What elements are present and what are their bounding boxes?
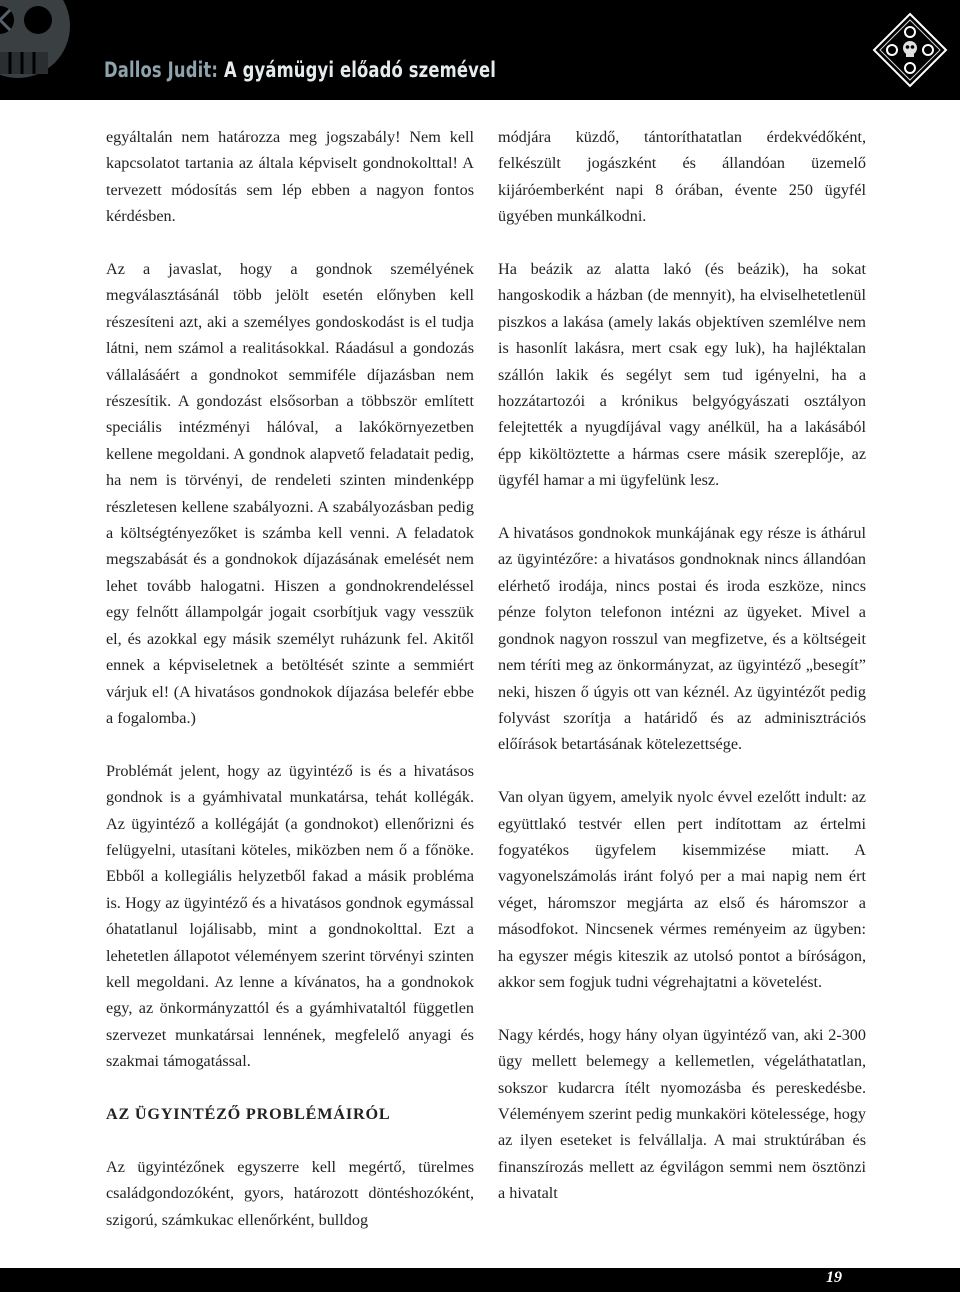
left-column	[106, 124, 474, 1233]
paragraph: Problémát jelent, hogy az ügyintéző is és a hivatásos gondnok is a gyámhivatal munkatársa, tehát kollégák. Az ügyintéző a kollégáját (a gondnokot) ellenőrizni és felügyelni, utasítani köteles, miközben nem ő a főnöke. Ebből a kollegiális helyzetből fakad a másik probléma is. Hogy az ügyintéző és a hivatásos gondnok egymással óhatatlanul lojálisabb, mint a gondnokolttal. Ezt a lehetetlen állapotot véleményem szerint törvényi szinten kell megoldani. Az lenne a kívánatos, ha a gondnokok egy, az önkormányzattól és a gyámhivataltól független szervezet munkatársai lennének, megfelelő anyagi és szakmai támogatással.	[106, 761, 474, 1071]
paragraph: Van olyan ügyem, amelyik nyolc évvel ezelőtt indult: az együttlakó testvér ellen pert indítottam az értelmi fogyatékos ügyfelem kisemmizése miatt. A vagyonelszámolás iránt folyó per a mai napig nem ért véget, háromszor megjárta az első és háromszor a másodfokot. Nincsenek vérmes reményeim az ügyben: ha egyszer mégis kiteszik az utolsó pontot a bíróságon, akkor sem fogjuk tudni végrehajtatni a követelést.	[498, 788, 866, 991]
header-bar	[0, 0, 960, 100]
paragraph: Ha beázik az alatta lakó (és beázik), ha sokat hangoskodik a házban (de mennyit), ha elviselhetetlenül piszkos a lakása (amely lakás objektíven szemlélve nem is hasonlít lakásra, mert csak egy luk), ha hajléktalan szállón lakik és segélyt sem tud igényelni, ha a hozzátartozói a krónikus belgyógyászati osztályon felejtették a nyugdíjával vagy anélkül, ha a lakásából épp kiköltöztette a hármas csere másik szereplője, az ügyfél hamar a mi ügyfelünk lesz.	[498, 260, 866, 490]
paragraph: Az ügyintézőnek egyszerre kell megértő, türelmes családgondozóként, gyors, határozott döntéshozóként, szigorú, számkukac ellenőrként, bulldog	[106, 1157, 474, 1229]
header-author: Dallos Judit	[104, 58, 212, 82]
skull-decoration-icon	[0, 0, 90, 90]
paragraph: egyáltalán nem határozza meg jogszabály! Nem kell kapcsolatot tartania az általa képviselt gondnokolttal! A tervezett módosítás sem lép ebben a nagyon fontos kérdésben.	[106, 128, 474, 226]
header-title: A gyámügyi előadó szemével	[223, 58, 496, 82]
paragraph: Nagy kérdés, hogy hány olyan ügyintéző van, aki 2-300 ügy mellett belemegy a kellemetlen, végeláthatatlan, sokszor kudarcra ítélt nyomozásba és pereskedésbe. Véleményem szerint pedig munkaköri kötelessége, hogy az ilyen eseteket is felvállalja. A mai struktúrában és finanszírozás mellett az égvilágon semmi nem ösztönzi a hivatalt	[498, 1025, 866, 1203]
running-header	[104, 58, 496, 82]
footer-bar	[0, 1268, 960, 1292]
paragraph: módjára küzdő, tántoríthatatlan érdekvédőként, felkészült jogászként és állandóan üzemelő kijáróemberként napi 8 órában, évente 250 ügyfél ügyében munkálkodni.	[498, 128, 866, 226]
section-heading: AZ ÜGYINTÉZŐ PROBLÉMÁIRÓL	[106, 1104, 391, 1123]
paragraph: Az a javaslat, hogy a gondnok személyének megválasztásánál több jelölt esetén előnyben kell részesíteni azt, aki a személyes gondoskodást is el tudja látni, nem számol a realitásokkal. Ráadásul a gondozás vállalásáért a gondnokot semmiféle díjazásban nem részesítik. A gondozást elsősorban a többször említett speciális intézményi hálóval, a lakókörnyezetben kellene megoldani. A gondnok alapvető feladatait pedig, ha nem is törvényi, de rendeleti szinten mindenképp részletesen kellene szabályozni. A szabályozásban pedig a költségtényezőket is számba kell venni. A feladatok megszabását és a gondnokok díjazásának emelését nem lehet tovább halogatni. Hiszen a gondnokrendeléssel egy felnőtt állampolgár jogait csorbítjuk vagy vesszük el, és azokkal egy másik személyt ruházunk fel. Akitől ennek a képviseletnek a betöltését szinte a semmiért várjuk el! (A hivatásos gondnokok díjazása belefér ebbe a fogalomba.)	[106, 260, 474, 727]
header-separator: :	[211, 58, 219, 82]
paragraph: A hivatásos gondnokok munkájának egy része is áthárul az ügyintézőre: a hivatásos gondnoknak nincs állandóan elérhető irodája, nincs postai és iroda eszköze, nincs pénze folyton telefonon intézni az ügyeket. Mivel a gondnok nagyon rosszul van megfizetve, és a költségeit nem téríti meg az önkormányzat, az ügyintéző „besegít” neki, hiszen ő úgyis ott van kéznél. Az ügyintézőt pedig folyvást szorítja a határidő és az adminisztrációs előírások betartásának kötelezettsége.	[498, 524, 866, 754]
diamond-skull-logo-icon	[872, 12, 948, 88]
right-column	[498, 124, 866, 1207]
page-number: 19	[826, 1269, 842, 1286]
